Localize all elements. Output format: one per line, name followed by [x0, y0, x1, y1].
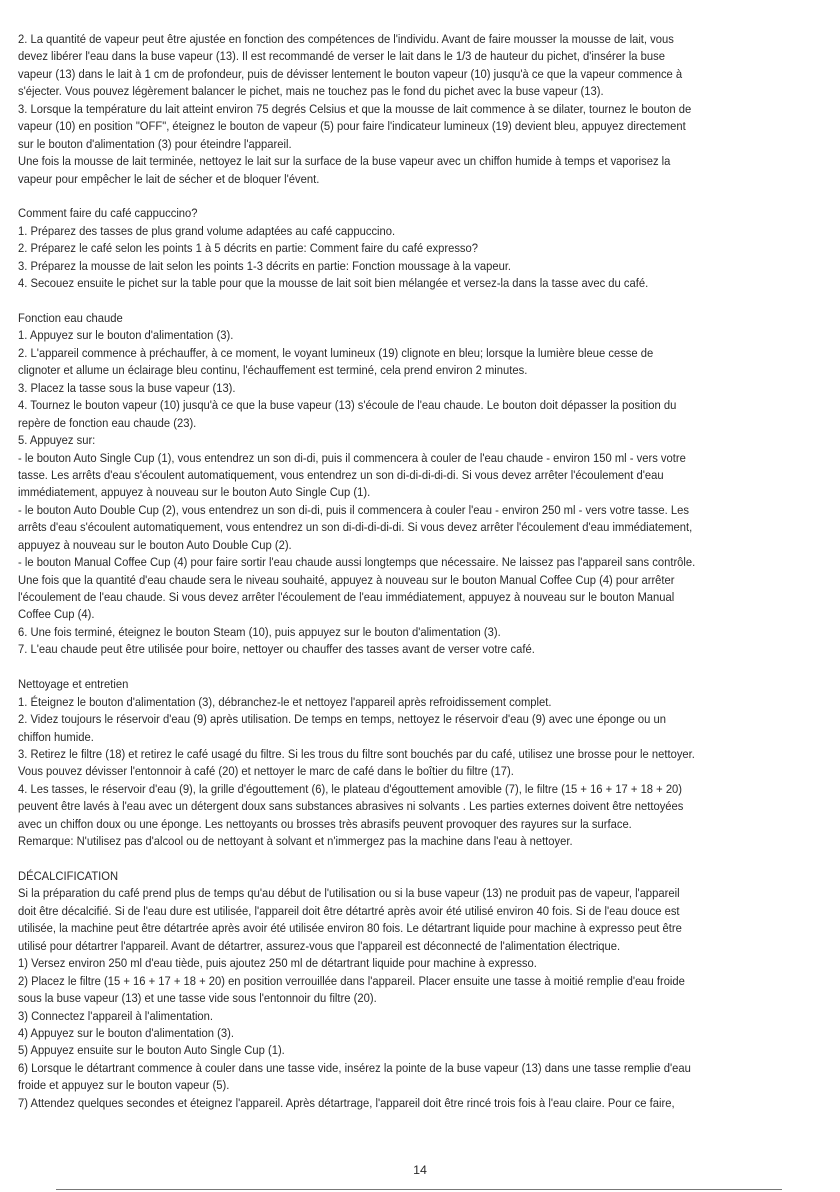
text-line: chiffon humide. — [18, 729, 94, 744]
paragraph-gap — [18, 659, 824, 676]
text-line: froide et appuyez sur le bouton vapeur (5). — [18, 1078, 230, 1093]
text-line: - le bouton Manual Coffee Cup (4) pour faire sortir l'eau chaude aussi longtemps que nécessaire. Ne laissez pas l'appareil sans contrôle. — [18, 555, 696, 570]
text-block — [18, 676, 824, 850]
text-line: Coffee Cup (4). — [18, 607, 95, 622]
text-line: vapeur (13) dans le lait à 1 cm de profondeur, puis de dévisser lentement le bouton vapeur (10) jusqu'à ce que la vapeur commence à — [18, 66, 683, 81]
text-line: Si la préparation du café prend plus de temps qu'au début de l'utilisation ou si la buse vapeur (13) ne produit pas de vapeur, l'appareil — [18, 886, 680, 901]
text-line: 6) Lorsque le détartrant commence à couler dans une tasse vide, insérez la pointe de la buse vapeur (13) dans une tasse remplie d'eau — [18, 1060, 691, 1075]
text-line: Nettoyage et entretien — [18, 677, 129, 692]
paragraph-gap — [18, 851, 824, 868]
text-line: sur le bouton d'alimentation (3) pour éteindre l'appareil. — [18, 136, 292, 151]
text-block — [18, 31, 824, 188]
text-line: - le bouton Auto Single Cup (1), vous entendrez un son di-di, puis il commencera à couler de l'eau chaude - environ 150 ml - vers votre — [18, 450, 686, 465]
text-line: doit être décalcifié. Si de l'eau dure est utilisée, l'appareil doit être détartré après avoir été utilisé environ 40 fois. Si de l'eau douce est — [18, 903, 680, 918]
text-line: - le bouton Auto Double Cup (2), vous entendrez un son di-di, puis il commencera à couler l'eau - environ 250 ml - vers votre tasse. Les — [18, 502, 689, 517]
text-line: DÉCALCIFICATION — [18, 869, 119, 883]
text-line: 7. L'eau chaude peut être utilisée pour boire, nettoyer ou chauffer des tasses avant de verser votre café. — [18, 642, 535, 657]
text-line: Vous pouvez dévisser l'entonnoir à café (20) et nettoyer le marc de café dans le boîtier du filtre (17). — [18, 764, 514, 779]
text-line: Une fois que la quantité d'eau chaude sera le niveau souhaité, appuyez à nouveau sur le bouton Manual Coffee Cup (4) pour arrêter — [18, 572, 675, 587]
text-line: arrêts d'eau s'écoulent automatiquement, vous entendrez un son di-di-di-di-di. Si vous devez arrêter l'écoulement d'eau immédiatement, — [18, 520, 693, 535]
text-line: 3. Préparez la mousse de lait selon les points 1-3 décrits en partie: Fonction moussage à la vapeur. — [18, 258, 512, 273]
text-line: s'éjecter. Vous pouvez légèrement balancer le pichet, mais ne touchez pas le fond du pichet avec la buse vapeur (13). — [18, 84, 604, 99]
text-line: utilisé pour détartrer l'appareil. Avant de détartrer, assurez-vous que l'appareil est déconnecté de l'alimentation électrique. — [18, 938, 621, 953]
footer-divider — [56, 1189, 782, 1190]
text-line: 2. Videz toujours le réservoir d'eau (9) après utilisation. De temps en temps, nettoyez le réservoir d'eau (9) avec une éponge ou un — [18, 712, 666, 727]
text-line: Fonction eau chaude — [18, 311, 123, 325]
text-block — [18, 868, 824, 1112]
text-line: Remarque: N'utilisez pas d'alcool ou de nettoyant à solvant et n'immergez pas la machine dans l'eau à nettoyer. — [18, 834, 573, 849]
text-line: 1. Préparez des tasses de plus grand volume adaptées au café cappuccino. — [18, 223, 396, 238]
text-line: 2. La quantité de vapeur peut être ajustée en fonction des compétences de l'individu. Avant de faire mousser la mousse de lait, vous — [18, 32, 674, 46]
text-line: 4. Les tasses, le réservoir d'eau (9), la grille d'égouttement (6), le plateau d'égouttement amovible (7), le filtre (15 + 16 + 17 + 18 + 20) — [18, 781, 683, 796]
text-line: peuvent être lavés à l'eau avec un détergent doux sans substances abrasives ni solvants . Les parties externes doivent être nettoyées — [18, 799, 684, 814]
text-line: vapeur pour empêcher le lait de sécher et de bloquer l'évent. — [18, 171, 320, 186]
text-line: devez libérer l'eau dans la buse vapeur (13). Il est recommandé de verser le lait dans le 1/3 de hauteur du pichet, d'insérer la buse — [18, 49, 665, 64]
text-line: clignoter et allume un éclairage bleu continu, l'échauffement est terminé, cela prend environ 2 minutes. — [18, 363, 528, 378]
paragraph-gap — [18, 293, 824, 310]
text-line: immédiatement, appuyez à nouveau sur le bouton Auto Single Cup (1). — [18, 485, 371, 500]
text-line: sous la buse vapeur (13) et une tasse vide sous l'entonnoir du filtre (20). — [18, 991, 377, 1006]
text-line: 5) Appuyez ensuite sur le bouton Auto Single Cup (1). — [18, 1043, 285, 1058]
text-line: 5. Appuyez sur: — [18, 433, 96, 448]
text-line: utilisée, la machine peut être détartrée après avoir été utilisée environ 80 fois. Le détartrant liquide pour machine à expresso peut être — [18, 921, 682, 936]
text-line: tasse. Les arrêts d'eau s'écoulent automatiquement, vous entendrez un son di-di-di-di-di. Si vous devez arrêter l'écoulement d'eau — [18, 467, 664, 482]
text-block — [18, 310, 824, 659]
text-line: vapeur (10) en position "OFF", éteignez le bouton de vapeur (5) pour faire l'indicateur lumineux (19) devient bleu, appuyez directement — [18, 119, 686, 134]
text-line: 2) Placez le filtre (15 + 16 + 17 + 18 + 20) en position verrouillée dans l'appareil. Placer ensuite une tasse à moitié remplie d'eau froide — [18, 973, 685, 988]
text-line: Une fois la mousse de lait terminée, nettoyez le lait sur la surface de la buse vapeur avec un chiffon humide à temps et vaporisez la — [18, 154, 671, 169]
text-line: 1. Éteignez le bouton d'alimentation (3), débranchez-le et nettoyez l'appareil après refroidissement complet. — [18, 694, 552, 709]
text-line: 3. Retirez le filtre (18) et retirez le café usagé du filtre. Si les trous du filtre sont bouchés par du café, utilisez une brosse pour le nettoyer. — [18, 746, 695, 761]
text-line: 2. Préparez le café selon les points 1 à 5 décrits en partie: Comment faire du café expresso? — [18, 241, 479, 256]
text-line: 6. Une fois terminé, éteignez le bouton Steam (10), puis appuyez sur le bouton d'alimentation (3). — [18, 624, 501, 639]
text-line: 3. Placez la tasse sous la buse vapeur (13). — [18, 380, 236, 395]
paragraph-gap — [18, 188, 824, 205]
text-line: 7) Attendez quelques secondes et éteignez l'appareil. Après détartrage, l'appareil doit être rincé trois fois à l'eau claire. Pour ce faire, — [18, 1095, 675, 1110]
text-line: appuyez à nouveau sur le bouton Auto Double Cup (2). — [18, 537, 292, 552]
page-number: 14 — [413, 1163, 427, 1177]
text-line: 4) Appuyez sur le bouton d'alimentation (3). — [18, 1025, 234, 1040]
text-block — [18, 205, 824, 292]
text-line: 4. Secouez ensuite le pichet sur la table pour que la mousse de lait soit bien mélangée et versez-la dans la tasse avec du café. — [18, 276, 649, 291]
text-line: 3) Connectez l'appareil à l'alimentation. — [18, 1008, 214, 1023]
document-page — [18, 31, 824, 1112]
text-line: avec un chiffon doux ou une éponge. Les nettoyants ou brosses très abrasifs peuvent provoquer des rayures sur la surface. — [18, 816, 632, 831]
text-line: l'écoulement de l'eau chaude. Si vous devez arrêter l'écoulement de l'eau immédiatement, appuyez à nouveau sur le bouton Manual — [18, 590, 675, 604]
text-line: 4. Tournez le bouton vapeur (10) jusqu'à ce que la buse vapeur (13) s'écoule de l'eau chaude. Le bouton doit dépasser la position du — [18, 398, 677, 413]
text-line: 3. Lorsque la température du lait atteint environ 75 degrés Celsius et que la mousse de lait commence à se dilater, tournez le bouton de — [18, 101, 692, 116]
text-line: 1. Appuyez sur le bouton d'alimentation (3). — [18, 328, 234, 343]
text-line: 1) Versez environ 250 ml d'eau tiède, puis ajoutez 250 ml de détartrant liquide pour machine à expresso. — [18, 956, 537, 971]
text-line: 2. L'appareil commence à préchauffer, à ce moment, le voyant lumineux (19) clignote en bleu; lorsque la lumière bleue cesse de — [18, 345, 654, 360]
text-line: repère de fonction eau chaude (23). — [18, 415, 197, 430]
text-line: Comment faire du café cappuccino? — [18, 206, 198, 221]
